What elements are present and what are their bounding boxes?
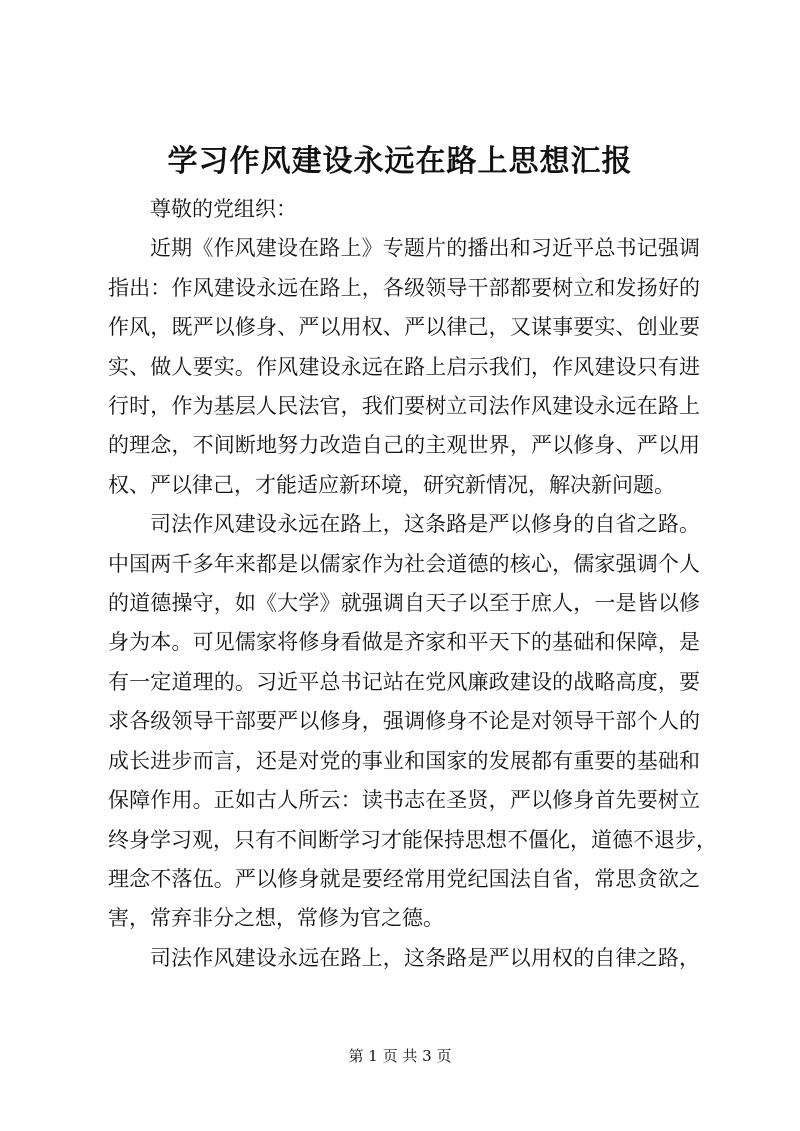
paragraph-1-line-4: 实、做人要实。作风建设永远在路上启示我们，作风建设只有进 [108,354,700,379]
document-title: 学习作风建设永远在路上思想汇报 [167,144,633,179]
paragraph-1-line-1: 近期《作风建设在路上》专题片的播出和习近平总书记强调 [150,236,700,261]
paragraph-2-line-10: 理念不落伍。严以修身就是要经常用党纪国法自省，常思贪欲之 [108,866,700,891]
paragraph-1-line-3: 作风，既严以修身、严以用权、严以律己，又谋事要实、创业要 [108,315,700,340]
paragraph-2-line-11: 害，常弃非分之想，常修为官之德。 [108,906,444,931]
salutation-line: 尊敬的党组织： [150,197,297,221]
paragraph-2-line-1: 司法作风建设永远在路上，这条路是严以修身的自省之路。 [150,512,700,537]
paragraph-1-line-7: 权、严以律己，才能适应新环境，研究新情况，解决新问题。 [108,472,675,497]
paragraph-2-line-9: 终身学习观，只有不间断学习才能保持思想不僵化，道德不退步， [108,827,717,852]
document-body [108,190,717,978]
paragraph-2-line-6: 求各级领导干部要严以修身，强调修身不论是对领导干部个人的 [108,709,700,734]
paragraph-1-line-2: 指出：作风建设永远在路上，各级领导干部都要树立和发扬好的 [108,275,700,300]
paragraph-1-line-5: 行时，作为基层人民法官，我们要树立司法作风建设永远在路上 [108,394,700,419]
page-footer: 第 1 页 共 3 页 [348,1047,452,1065]
paragraph-1-line-6: 的理念，不间断地努力改造自己的主观世界，严以修身、严以用 [108,433,700,458]
paragraph-2-line-2: 中国两千多年来都是以儒家作为社会道德的核心，儒家强调个人 [108,551,700,576]
paragraph-3-line-1: 司法作风建设永远在路上，这条路是严以用权的自律之路， [150,945,700,970]
paragraph-2-line-7: 成长进步而言，还是对党的事业和国家的发展都有重要的基础和 [108,748,700,773]
paragraph-2-line-8: 保障作用。正如古人所云：读书志在圣贤，严以修身首先要树立 [108,788,700,813]
paragraph-2-line-3: 的道德操守，如《大学》就强调自天子以至于庶人，一是皆以修 [108,591,700,616]
paragraph-2-line-4: 身为本。可见儒家将修身看做是齐家和平天下的基础和保障，是 [108,630,700,655]
paragraph-2-line-5: 有一定道理的。习近平总书记站在党风廉政建设的战略高度，要 [108,669,700,694]
